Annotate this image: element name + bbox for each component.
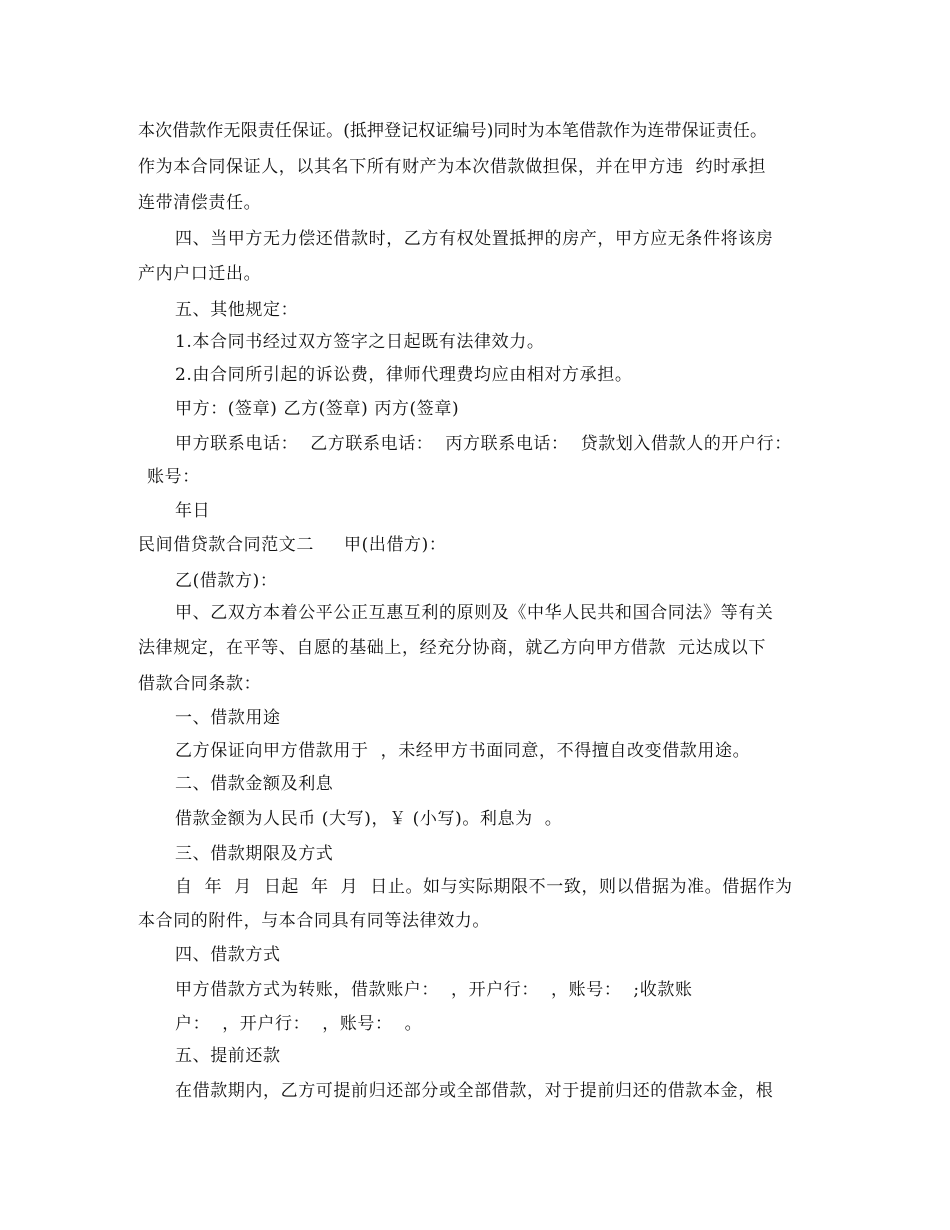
date-line: 年日 <box>175 501 211 521</box>
section-heading: 二、借款金额及利息 <box>175 774 334 794</box>
text-line: 法律规定，在平等、自愿的基础上，经充分协商，就乙方向甲方借款 元达成以下 <box>138 638 767 658</box>
text-line: 甲方借款方式为转账，借款账户： ，开户行： ，账号： ;收款账 <box>175 980 693 1000</box>
text-line: 甲、乙双方本着公平公正互惠互利的原则及《中华人民共和国合同法》等有关 <box>175 603 774 623</box>
text-line: 作为本合同保证人，以其名下所有财产为本次借款做担保，并在甲方违 约时承担 <box>138 157 767 177</box>
section-heading: 五、其他规定： <box>175 300 299 320</box>
text-line: 本次借款作无限责任保证。(抵押登记权证编号)同时为本笔借款作为连带保证责任。 <box>138 121 768 141</box>
section-heading: 一、借款用途 <box>175 708 281 728</box>
text-line: 自 年 月 日起 年 月 日止。如与实际期限不一致，则以借据为准。借据作为 <box>175 877 793 897</box>
text-line: 产内户口迁出。 <box>138 264 262 284</box>
text-line: 1.本合同书经过双方签字之日起既有法律效力。 <box>175 332 545 352</box>
text-line: 借款金额为人民币 (大写)，￥ (小写)。利息为 。 <box>175 809 563 829</box>
contact-line: 甲方联系电话： 乙方联系电话： 丙方联系电话： 贷款划入借款人的开户行： <box>175 434 792 454</box>
text-line: 乙方保证向甲方借款用于 ，未经甲方书面同意，不得擅自改变借款用途。 <box>175 741 751 761</box>
contract-title: 民间借贷款合同范文二 甲(出借方)： <box>138 535 447 555</box>
text-line: 2.由合同所引起的诉讼费，律师代理费均应由相对方承担。 <box>175 365 633 385</box>
signature-line: 甲方：(签章) 乙方(签章) 丙方(签章) <box>175 399 460 419</box>
text-line: 借款合同条款： <box>138 674 262 694</box>
text-line: 本合同的附件，与本合同具有同等法律效力。 <box>138 911 490 931</box>
text-line: 在借款期内，乙方可提前归还部分或全部借款，对于提前归还的借款本金，根 <box>175 1081 774 1101</box>
section-heading: 五、提前还款 <box>175 1046 281 1066</box>
section-heading: 四、借款方式 <box>175 945 281 965</box>
text-line: 四、当甲方无力偿还借款时，乙方有权处置抵押的房产，甲方应无条件将该房 <box>175 229 774 249</box>
section-heading: 三、借款期限及方式 <box>175 844 334 864</box>
text-line: 连带清偿责任。 <box>138 193 262 213</box>
account-line: 账号： <box>147 467 200 487</box>
party-line: 乙(借款方)： <box>175 571 278 591</box>
text-line: 户： ，开户行： ，账号： 。 <box>175 1014 423 1034</box>
